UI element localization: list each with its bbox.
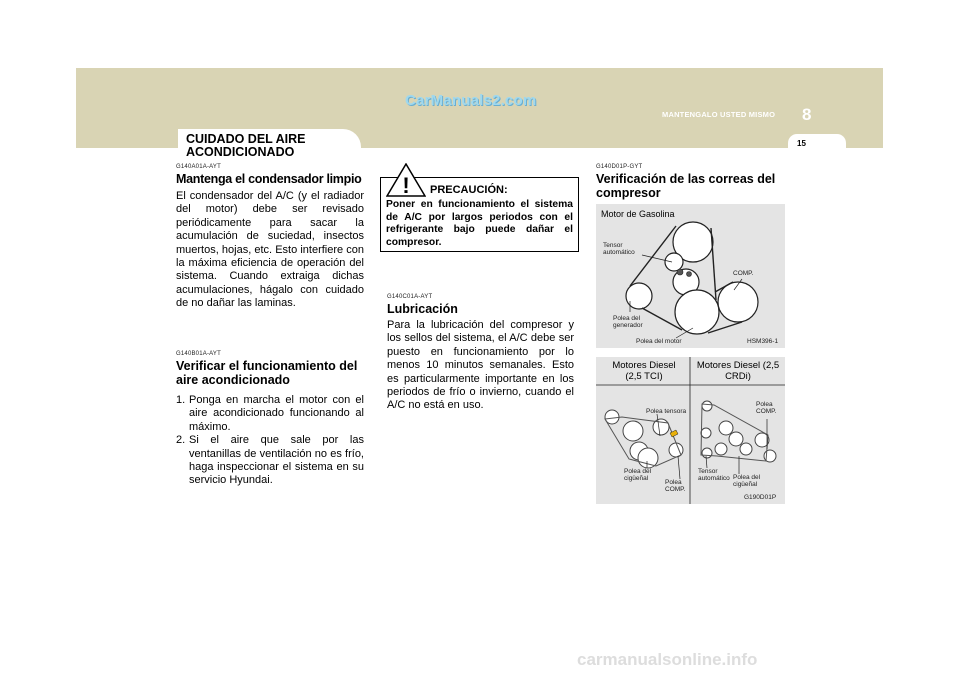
bolt-shape	[677, 269, 683, 275]
heading-condenser: Mantenga el condensador limpio	[176, 172, 362, 186]
caution-text: Poner en funcionamiento el sistema de A/C por largos periodos con el refrigerante bajo puede dañar el compresor.	[386, 199, 573, 248]
list-text: Si el aire que sale por las ventanillas de ventilación no es frío, haga inspeccionar el sistema en su servicio Hyundai.	[189, 434, 364, 487]
figure-id: G190D01P	[744, 494, 777, 501]
label-tension-pulley: Polea tensora	[646, 408, 687, 415]
paragraph-lubrication: Para la lubricación del compresor y los sellos del sistema, el A/C debe ser puesto en funcionamiento por lo menos 10 minutos semanales. Esto es particularmente importante en los periodos de frío o invierno, cuando el A/C no está en uso.	[387, 319, 574, 412]
label-generator-pulley: Polea del generador	[613, 315, 643, 329]
label-comp: COMP.	[733, 270, 754, 277]
heading-belts: Verificación de las correas del compresor	[596, 172, 776, 200]
warning-triangle-icon	[386, 163, 426, 197]
label-comp-right: Polea COMP.	[756, 401, 777, 415]
pulley-shape	[623, 421, 643, 441]
bolt-shape	[687, 272, 692, 277]
pulley-shape	[702, 401, 712, 411]
diesel-crdi-title: Motores Diesel (2,5 CRDi)	[696, 360, 780, 382]
list-item	[176, 394, 364, 434]
chapter-title: MANTENGALO USTED MISMO	[662, 110, 776, 119]
pulley-shape	[715, 443, 727, 455]
pulley-shape	[701, 428, 711, 438]
pulley-shape	[740, 443, 752, 455]
pulley-shape	[719, 421, 733, 435]
tensor-pulley-shape	[665, 253, 683, 271]
heading-check-ac: Verificar el funcionamiento del aire acondicionado	[176, 359, 358, 387]
label-engine-pulley: Polea del motor	[636, 338, 682, 345]
section-code: G140A01A-AYT	[176, 164, 221, 170]
section-code: G140B01A-AYT	[176, 351, 221, 357]
pulley-shape	[729, 432, 743, 446]
diesel-tci-title: Motores Diesel (2,5 TCI)	[612, 360, 676, 382]
pulley-shape	[702, 448, 712, 458]
top-watermark[interactable]: CarManuals2.com	[405, 92, 537, 109]
label-leader	[678, 456, 680, 479]
list-number: 2.	[176, 434, 186, 447]
page-number: 15	[797, 139, 806, 148]
compressor-pulley-shape	[718, 282, 758, 322]
belt-segment	[711, 228, 716, 300]
bottom-watermark[interactable]: carmanualsonline.info	[577, 650, 758, 669]
label-crankshaft-left: Polea del cigüeñal	[624, 468, 652, 482]
list-text: Ponga en marcha el motor con el aire acondicionado funcionando al máximo.	[189, 394, 364, 433]
caution-title: PRECAUCIÓN:	[430, 184, 508, 196]
paragraph-condenser: El condensador del A/C (y el radiador del motor) debe ser revisado periódicamente para sacar la acumulación de suciedad, insectos muertos, hojas, etc. Esto interfiere con la máxima eficiencia de operación del sistema. Cuando extraiga dichas acumulaciones, hágalo con cuidado de no dañar las laminas.	[176, 190, 364, 310]
figure-id: HSM396-1	[747, 338, 779, 345]
diesel-engines-figure	[596, 357, 785, 504]
figure-title: Motor de Gasolina	[601, 209, 675, 219]
list-item	[176, 434, 364, 488]
warning-glyph: !	[402, 173, 410, 197]
gasoline-engine-figure	[596, 204, 785, 348]
list-number: 1.	[176, 394, 186, 406]
label-comp-left: Polea COMP.	[665, 479, 686, 493]
pulley-shape	[638, 448, 658, 468]
check-ac-list	[176, 394, 364, 488]
section-title: CUIDADO DEL AIRE ACONDICIONADO	[186, 132, 306, 159]
label-tensor-right: Tensor automático	[698, 468, 730, 482]
label-tensor: Tensor automático	[603, 242, 635, 256]
heading-lubrication: Lubricación	[387, 302, 458, 316]
section-code: G140D01P-GYT	[596, 164, 643, 170]
section-code: G140C01A-AYT	[387, 294, 433, 300]
chapter-number: 8	[802, 105, 812, 124]
engine-pulley-shape	[675, 290, 719, 334]
label-crankshaft-right: Polea del cigüeñal	[733, 474, 761, 488]
